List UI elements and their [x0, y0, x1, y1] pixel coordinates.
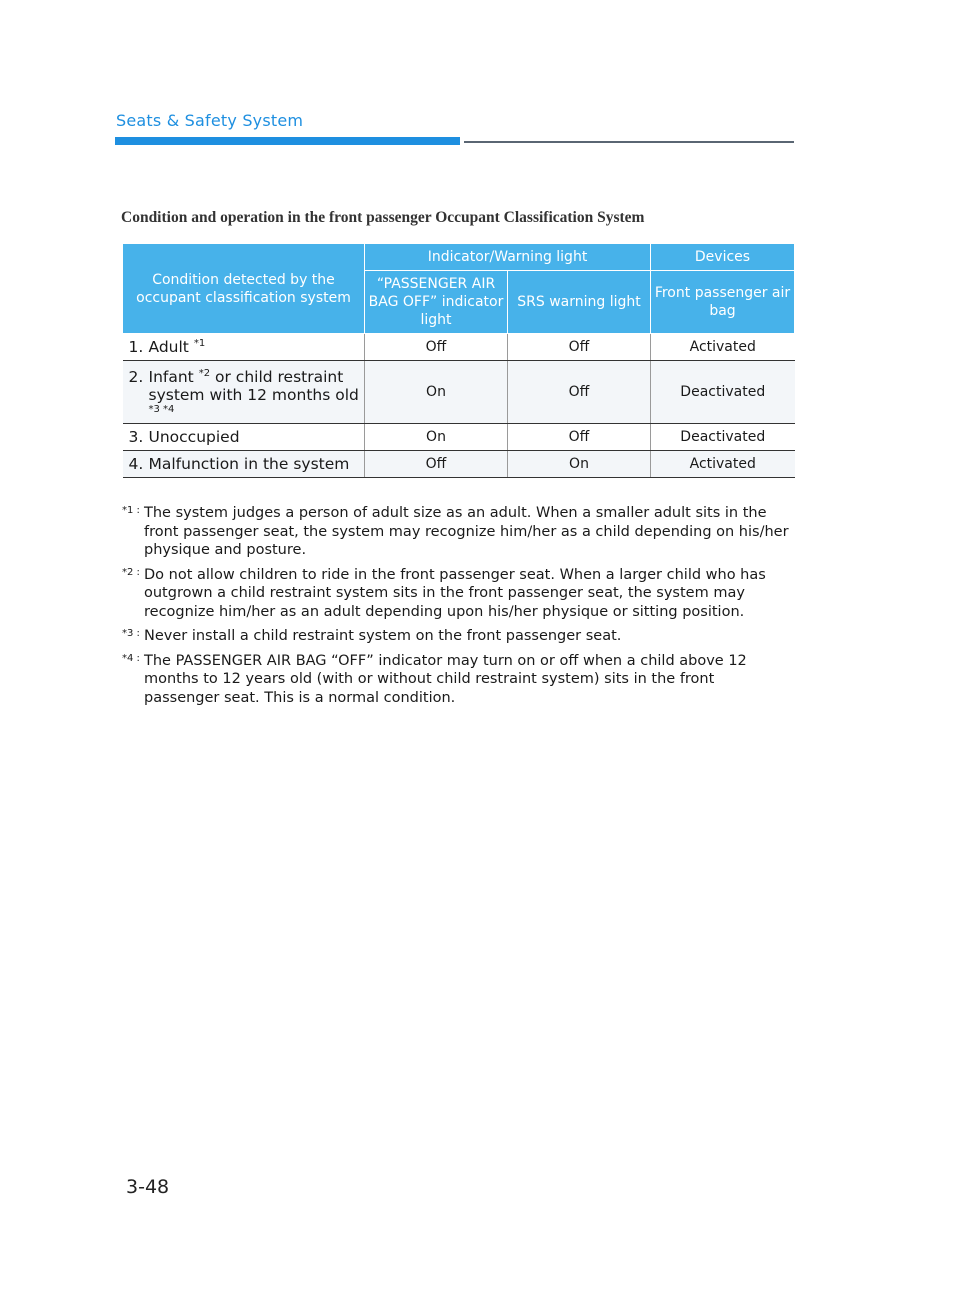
header-srs-warning-light: SRS warning light — [508, 271, 651, 334]
footnote-mark: *2 : — [122, 566, 140, 578]
condition-text: Unoccupied — [148, 428, 240, 446]
header-devices-group: Devices — [651, 244, 795, 271]
footnote-text: Do not allow children to ride in the front passenger seat. When a larger child who has outgrown a child restraint system sits in the front passenger seat, the system may recognize him/her as an adult depending upon his/her physique or sitting position. — [144, 566, 766, 620]
footnote-text: The PASSENGER AIR BAG “OFF” indicator may turn on or off when a child above 12 months to 12 years old (with or without child restraint system) sits in the front passenger seat. This is a normal condition. — [144, 652, 747, 706]
row-number: 3. — [128, 428, 144, 446]
passenger-off-indicator-cell: On — [365, 361, 508, 424]
condition-text: Infant — [148, 368, 194, 386]
footnotes — [122, 504, 794, 713]
table-row — [123, 451, 795, 478]
table-row — [123, 361, 795, 424]
footnote-mark: *4 : — [122, 652, 140, 664]
footnote-text: Never install a child restraint system on the front passenger seat. — [144, 628, 622, 644]
ocs-condition-table — [122, 243, 795, 478]
airbag-status-cell: Deactivated — [651, 424, 795, 451]
footnote-ref-secondary: *3 *4 — [148, 404, 175, 415]
header-divider-line — [464, 141, 794, 143]
footnote-text: The system judges a person of adult size as an adult. When a smaller adult sits in the front passenger seat, the system may recognize him/her as a child depending on his/her physique and posture. — [144, 505, 789, 558]
footnote — [122, 504, 794, 560]
airbag-status-cell: Activated — [651, 451, 795, 478]
table-row — [123, 424, 795, 451]
airbag-status-cell: Activated — [651, 334, 795, 361]
footnote — [122, 652, 794, 708]
footnote-mark: *3 : — [122, 628, 140, 639]
airbag-status-cell: Deactivated — [651, 361, 795, 424]
condition-cell — [123, 451, 365, 478]
footnote — [122, 566, 794, 622]
srs-light-cell: On — [508, 451, 651, 478]
footnote-ref: *1 — [193, 337, 206, 349]
srs-light-cell: Off — [508, 424, 651, 451]
condition-text-continued: or child restraint system with 12 months old — [148, 368, 359, 404]
section-heading: Condition and operation in the front passenger Occupant Classification System — [121, 209, 645, 226]
condition-cell — [123, 361, 365, 424]
row-number: 1. — [128, 338, 144, 356]
srs-light-cell: Off — [508, 361, 651, 424]
passenger-off-indicator-cell: Off — [365, 451, 508, 478]
condition-cell — [123, 424, 365, 451]
header-accent-bar — [115, 137, 460, 145]
page-number: 3-48 — [126, 1176, 170, 1198]
header-indicator-group: Indicator/Warning light — [365, 244, 651, 271]
row-number: 4. — [128, 455, 144, 473]
condition-text: Malfunction in the system — [148, 455, 350, 473]
header-front-passenger-airbag: Front passenger air bag — [651, 271, 795, 334]
table-row — [123, 334, 795, 361]
row-number: 2. — [128, 368, 144, 386]
footnote-mark: *1 : — [122, 505, 140, 516]
footnote — [122, 627, 794, 646]
condition-cell — [123, 334, 365, 361]
passenger-off-indicator-cell: Off — [365, 334, 508, 361]
footnote-ref: *2 — [198, 367, 211, 379]
header-passenger-airbag-off: “PASSENGER AIR BAG OFF” indicator light — [365, 271, 508, 334]
passenger-off-indicator-cell: On — [365, 424, 508, 451]
srs-light-cell: Off — [508, 334, 651, 361]
condition-text: Adult — [148, 338, 189, 356]
chapter-title: Seats & Safety System — [116, 111, 304, 130]
header-condition: Condition detected by the occupant classification system — [123, 244, 365, 334]
